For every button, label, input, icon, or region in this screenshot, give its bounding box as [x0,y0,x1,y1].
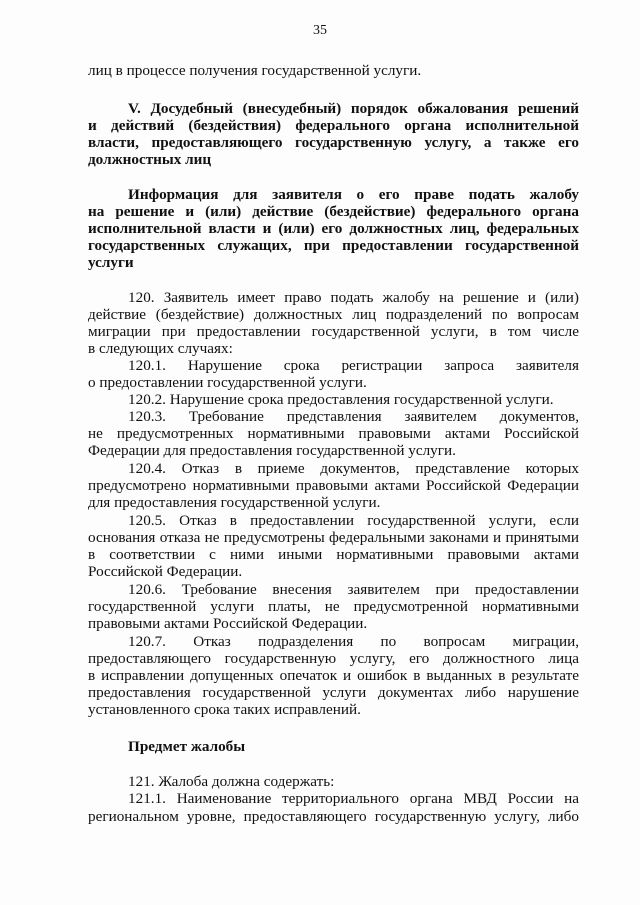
paragraph-line: миграции при предоставлении государственной услуги, в том числе [88,323,579,340]
paragraph-line: предоставляющего государственную услугу, его должностного лица [88,650,579,667]
subsection-heading-line: исполнительной власти и (или) его должностных лиц, федеральных [88,220,579,237]
paragraph-line: правовыми актами Российской Федерации. [88,615,368,632]
paragraph-line: Федерации для предоставления государственной услуги. [88,442,456,459]
subsection-heading-line: Информация для заявителя о его праве подать жалобу [128,186,579,203]
paragraph-line: 120.1. Нарушение срока регистрации запроса заявителя [128,357,579,374]
paragraph-line: установленного срока таких исправлений. [88,701,361,718]
paragraph-line: действие (бездействие) должностных лиц подразделений по вопросам [88,306,579,323]
paragraph-line: региональном уровне, предоставляющего государственную услугу, либо [88,808,579,825]
section-heading-line: и действий (бездействия) федерального органа исполнительной [88,117,579,134]
paragraph-line: 121.1. Наименование территориального органа МВД России на [128,790,579,807]
section-heading-line: власти, предоставляющего государственную услугу, а также его [88,134,579,151]
subsection-heading-line: Предмет жалобы [128,738,246,755]
paragraph-line: 121. Жалоба должна содержать: [128,773,335,790]
subsection-heading-line: на решение и (или) действие (бездействие) федерального органа [88,203,579,220]
paragraph-line: предоставления государственной услуги документах либо нарушение [88,684,579,701]
paragraph-line: 120.2. Нарушение срока предоставления государственной услуги. [128,391,554,408]
paragraph-line: Российской Федерации. [88,563,243,580]
paragraph-line: в исправлении допущенных опечаток и ошибок в выданных в результате [88,667,579,684]
paragraph-line: 120.3. Требование представления заявителем документов, [128,408,579,425]
page-number: 35 [313,23,327,38]
subsection-heading-line: услуги [88,254,134,271]
paragraph-line: 120.7. Отказ подразделения по вопросам миграции, [128,633,579,650]
paragraph-line: государственной услуги платы, не предусмотренной нормативными [88,598,579,615]
paragraph-line: 120.6. Требование внесения заявителем при предоставлении [128,581,579,598]
subsection-heading-line: государственных служащих, при предоставлении государственной [88,237,579,254]
paragraph-line: 120.4. Отказ в приеме документов, представление которых [128,460,579,477]
paragraph-line: основания отказа не предусмотрены федеральными законами и принятыми [88,529,579,546]
paragraph-line: для предоставления государственной услуги. [88,494,381,511]
paragraph-line: о предоставлении государственной услуги. [88,374,367,391]
paragraph-line: предусмотрено нормативными правовыми актами Российской Федерации [88,477,579,494]
section-heading-line: V. Досудебный (внесудебный) порядок обжалования решений [128,100,579,117]
paragraph-line: в соответствии с ними иными нормативными правовыми актами [88,546,579,563]
paragraph-line: не предусмотренных нормативными правовыми актами Российской [88,425,579,442]
paragraph-line: 120.5. Отказ в предоставлении государственной услуги, если [128,512,579,529]
section-heading-line: должностных лиц [88,151,212,168]
paragraph-line: в следующих случаях: [88,340,233,357]
paragraph-line: 120. Заявитель имеет право подать жалобу на решение и (или) [128,289,579,306]
text-line: лиц в процессе получения государственной услуги. [88,62,422,79]
